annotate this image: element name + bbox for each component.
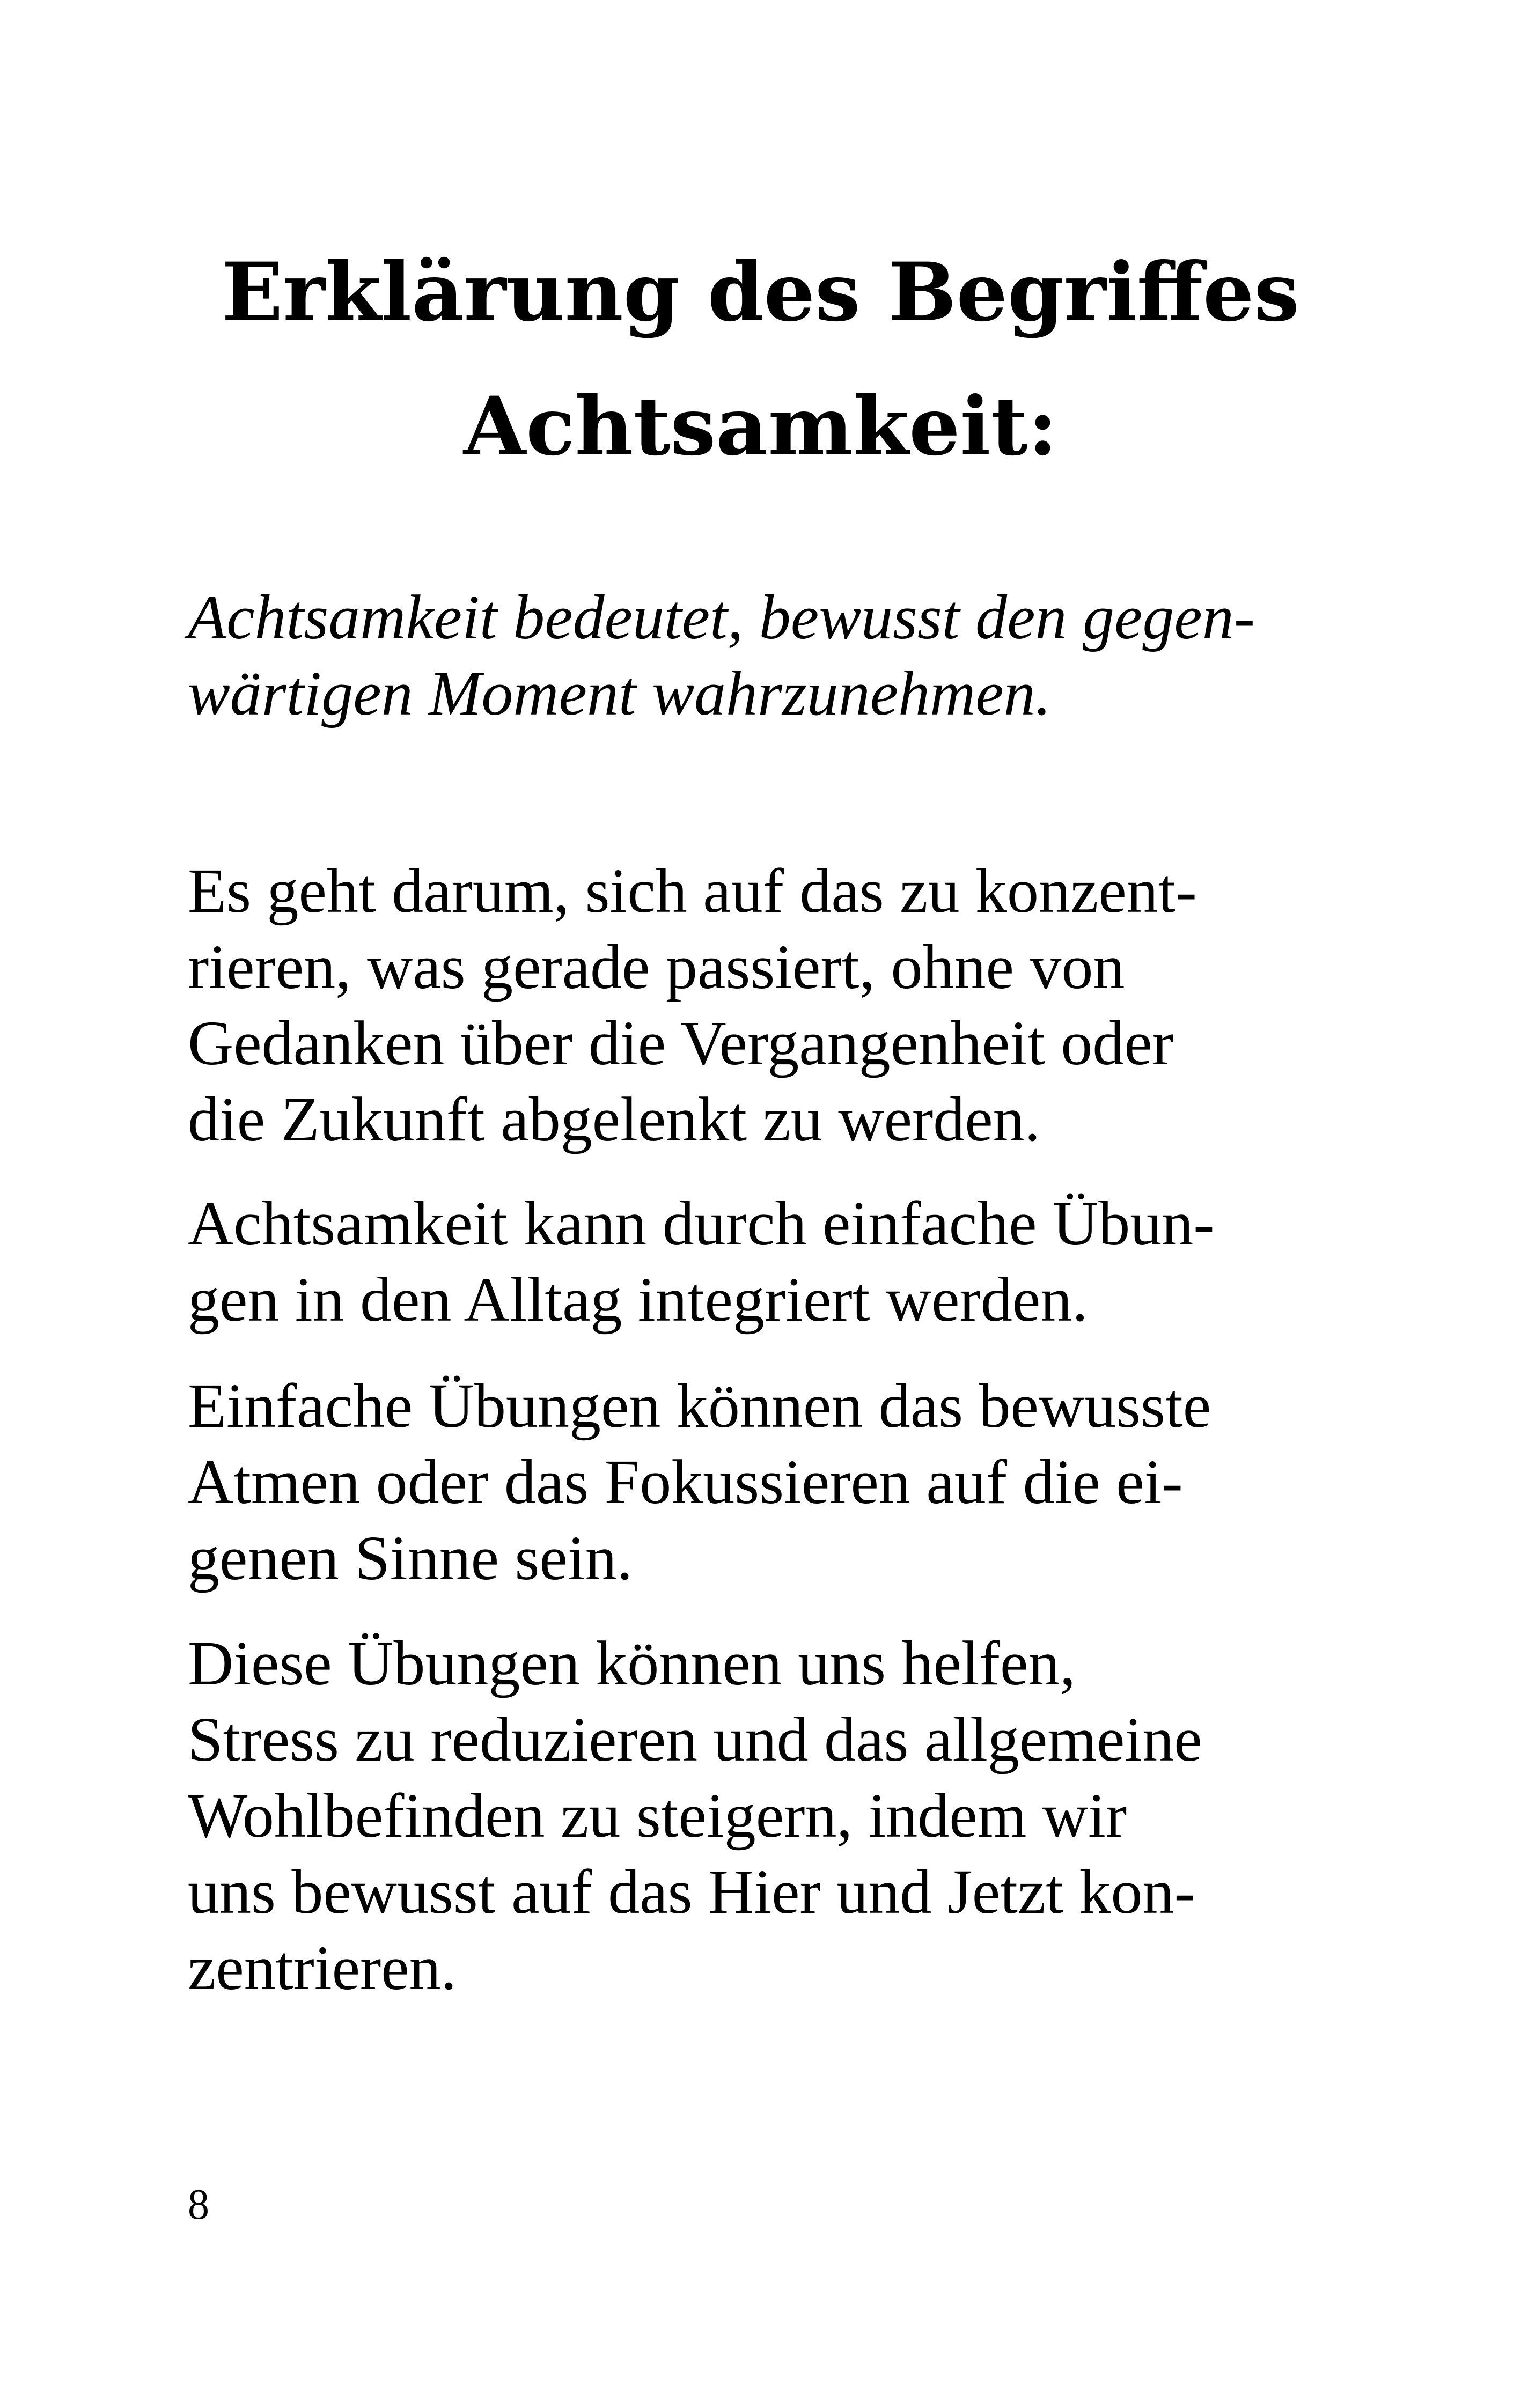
- paragraph-line: rieren, was gerade passiert, ohne von: [188, 932, 1125, 1002]
- paragraph-4: [188, 1625, 1293, 2006]
- paragraph-line: Stress zu reduzieren und das allgemeine: [188, 1704, 1202, 1774]
- paragraph-line: Gedanken über die Vergangenheit oder: [188, 1008, 1174, 1078]
- page-number: 8: [188, 2181, 209, 2228]
- paragraph-line: die Zukunft abgelenkt zu werden.: [188, 1084, 1041, 1154]
- paragraph-line: Wohlbefinden zu steigern, indem wir: [188, 1780, 1127, 1851]
- page-title: [188, 225, 1333, 494]
- paragraph-3: [188, 1368, 1293, 1596]
- paragraph-line: genen Sinne sein.: [188, 1523, 633, 1593]
- paragraph-1: [188, 853, 1293, 1158]
- paragraph-2: [188, 1185, 1293, 1338]
- paragraph-line: uns bewusst auf das Hier und Jetzt kon-: [188, 1857, 1195, 1927]
- paragraph-line: Es geht darum, sich auf das zu konzent-: [188, 856, 1197, 926]
- lead-definition: [188, 579, 1293, 732]
- paragraph-line: Atmen oder das Fokussieren auf die ei-: [188, 1447, 1183, 1517]
- title-line-1: Erklärung des Begriffes: [222, 245, 1299, 340]
- paragraph-line: gen in den Alltag integriert werden.: [188, 1264, 1088, 1335]
- paragraph-line: zentrieren.: [188, 1933, 457, 2003]
- lead-line-2: wärtigen Moment wahrzunehmen.: [188, 658, 1052, 728]
- title-line-2: Achtsamkeit:: [463, 379, 1058, 474]
- paragraph-line: Diese Übungen können uns helfen,: [188, 1628, 1076, 1698]
- lead-line-1: Achtsamkeit bedeutet, bewusst den gegen-: [188, 582, 1255, 652]
- paragraph-line: Achtsamkeit kann durch einfache Übun-: [188, 1188, 1215, 1258]
- paragraph-line: Einfache Übungen können das bewusste: [188, 1371, 1211, 1441]
